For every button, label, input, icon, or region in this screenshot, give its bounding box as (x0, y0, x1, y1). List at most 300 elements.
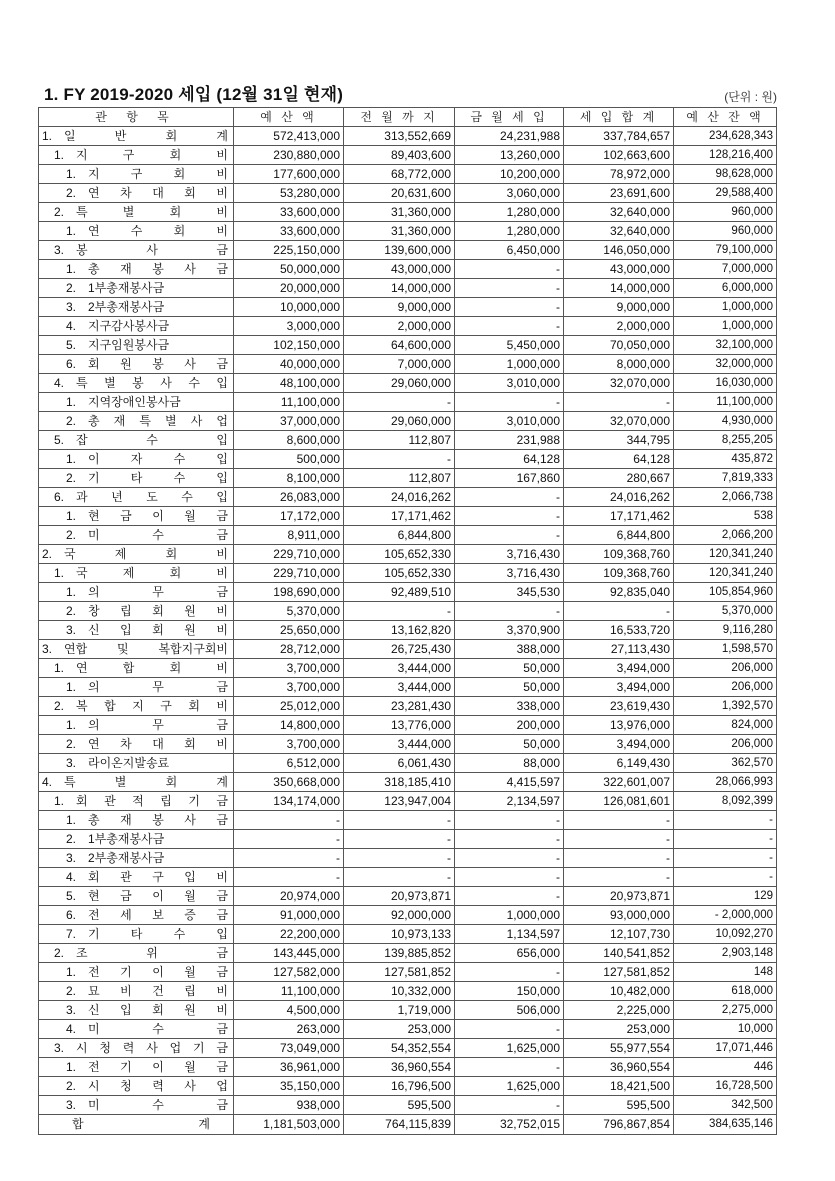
row-name: 지 구 회 비 (76, 147, 228, 162)
row-name: 봉 사 금 (76, 242, 228, 257)
row-label-cell (39, 678, 234, 697)
row-name: 지구감사봉사금 (88, 318, 170, 333)
grand-total-row (39, 1115, 777, 1135)
total-cell: 253,000 (564, 1020, 674, 1039)
row-label-cell (39, 906, 234, 925)
month-cell: 4,415,597 (455, 773, 564, 792)
row-number: 1. (66, 1059, 77, 1074)
remaining-cell: 9,116,280 (674, 621, 777, 640)
month-cell: - (455, 260, 564, 279)
previous-cell: - (344, 450, 455, 469)
budget-cell: 40,000,000 (234, 355, 344, 374)
budget-cell: 17,172,000 (234, 507, 344, 526)
remaining-cell: 342,500 (674, 1096, 777, 1115)
total-cell: 10,482,000 (564, 982, 674, 1001)
row-label-cell (39, 184, 234, 203)
remaining-cell: 79,100,000 (674, 241, 777, 260)
remaining-cell: 11,100,000 (674, 393, 777, 412)
month-cell: 656,000 (455, 944, 564, 963)
row-number: 2. (66, 1078, 77, 1093)
previous-cell: 253,000 (344, 1020, 455, 1039)
budget-cell: - (234, 868, 344, 887)
row-label-cell (39, 393, 234, 412)
table-row (39, 925, 777, 944)
previous-cell: 595,500 (344, 1096, 455, 1115)
previous-cell: 6,061,430 (344, 754, 455, 773)
remaining-cell: 618,000 (674, 982, 777, 1001)
row-label-cell (39, 355, 234, 374)
previous-cell: 105,652,330 (344, 545, 455, 564)
row-name: 이 자 수 입 (88, 451, 228, 466)
row-label-cell (39, 849, 234, 868)
budget-cell: 20,000,000 (234, 279, 344, 298)
total-label-left: 합 (72, 1117, 84, 1131)
previous-cell: 13,776,000 (344, 716, 455, 735)
previous-cell: 31,360,000 (344, 203, 455, 222)
total-cell: 595,500 (564, 1096, 674, 1115)
total-cell: 9,000,000 (564, 298, 674, 317)
row-name: 연 차 대 회 비 (88, 736, 228, 751)
row-name: 국 제 회 비 (64, 546, 228, 561)
total-cell: 16,533,720 (564, 621, 674, 640)
month-cell: 1,625,000 (455, 1039, 564, 1058)
row-label-cell (39, 279, 234, 298)
total-cell: 36,960,554 (564, 1058, 674, 1077)
month-cell: - (455, 507, 564, 526)
budget-cell: 53,280,000 (234, 184, 344, 203)
row-number: 1. (66, 584, 77, 599)
table-header-row (39, 108, 777, 127)
table-row (39, 488, 777, 507)
row-name: 의 무 금 (88, 584, 228, 599)
month-cell: 64,128 (455, 450, 564, 469)
budget-cell: 134,174,000 (234, 792, 344, 811)
table-row (39, 849, 777, 868)
remaining-cell: 362,570 (674, 754, 777, 773)
previous-cell: 64,600,000 (344, 336, 455, 355)
budget-cell: 127,582,000 (234, 963, 344, 982)
remaining-cell: 435,872 (674, 450, 777, 469)
month-cell: 3,716,430 (455, 564, 564, 583)
month-cell: 1,280,000 (455, 203, 564, 222)
budget-cell: 25,650,000 (234, 621, 344, 640)
total-cell: - (564, 393, 674, 412)
total-cell: 14,000,000 (564, 279, 674, 298)
previous-cell: 9,000,000 (344, 298, 455, 317)
row-number: 1. (66, 451, 77, 466)
table-row (39, 165, 777, 184)
table-row (39, 545, 777, 564)
total-cell: 13,976,000 (564, 716, 674, 735)
previous-cell: 68,772,000 (344, 165, 455, 184)
row-label-cell (39, 260, 234, 279)
row-name: 미 수 금 (88, 1021, 228, 1036)
budget-table (38, 107, 777, 1135)
row-name: 연 수 회 비 (88, 223, 228, 238)
remaining-cell: - (674, 849, 777, 868)
budget-cell: 22,200,000 (234, 925, 344, 944)
row-label-cell (39, 336, 234, 355)
total-cell: 78,972,000 (564, 165, 674, 184)
month-cell: 200,000 (455, 716, 564, 735)
table-row (39, 1096, 777, 1115)
row-number: 6. (66, 356, 77, 371)
row-label-cell (39, 203, 234, 222)
total-cell: 3,494,000 (564, 659, 674, 678)
table-row (39, 526, 777, 545)
row-number: 1. (66, 166, 77, 181)
previous-cell: - (344, 602, 455, 621)
previous-cell: 2,000,000 (344, 317, 455, 336)
remaining-cell: 7,000,000 (674, 260, 777, 279)
total-cell: 55,977,554 (564, 1039, 674, 1058)
previous-cell: - (344, 830, 455, 849)
row-number: 6. (54, 489, 65, 504)
budget-cell: 8,100,000 (234, 469, 344, 488)
month-cell: - (455, 963, 564, 982)
budget-cell: 35,150,000 (234, 1077, 344, 1096)
budget-cell: 8,600,000 (234, 431, 344, 450)
month-cell: 13,260,000 (455, 146, 564, 165)
row-label-cell (39, 735, 234, 754)
previous-cell: 14,000,000 (344, 279, 455, 298)
month-cell: - (455, 1096, 564, 1115)
budget-cell: 33,600,000 (234, 203, 344, 222)
month-cell: 6,450,000 (455, 241, 564, 260)
row-name: 미 수 금 (88, 527, 228, 542)
remaining-cell: 1,392,570 (674, 697, 777, 716)
remaining-cell: 10,000 (674, 1020, 777, 1039)
row-label-cell (39, 298, 234, 317)
table-row (39, 355, 777, 374)
month-cell: 1,000,000 (455, 906, 564, 925)
remaining-cell: 98,628,000 (674, 165, 777, 184)
table-row (39, 241, 777, 260)
total-cell: 23,691,600 (564, 184, 674, 203)
month-cell: 388,000 (455, 640, 564, 659)
budget-cell: 3,700,000 (234, 735, 344, 754)
previous-cell: 20,631,600 (344, 184, 455, 203)
table-row (39, 184, 777, 203)
row-label-cell (39, 1020, 234, 1039)
month-cell: - (455, 849, 564, 868)
row-label-cell (39, 222, 234, 241)
row-number: 6. (66, 907, 77, 922)
total-cell: 27,113,430 (564, 640, 674, 659)
remaining-cell: 16,030,000 (674, 374, 777, 393)
row-label-cell (39, 545, 234, 564)
table-row (39, 716, 777, 735)
remaining-cell: 206,000 (674, 735, 777, 754)
previous-cell: 23,281,430 (344, 697, 455, 716)
row-name: 회 관 구 입 비 (88, 869, 228, 884)
row-label-cell (39, 792, 234, 811)
row-name: 회 원 봉 사 금 (88, 356, 228, 371)
total-cell: 3,494,000 (564, 678, 674, 697)
budget-cell: 143,445,000 (234, 944, 344, 963)
month-cell: 338,000 (455, 697, 564, 716)
budget-cell: - (234, 811, 344, 830)
col-header-budget: 예 산 액 (234, 108, 344, 127)
row-label-cell (39, 374, 234, 393)
row-label-cell (39, 963, 234, 982)
table-row (39, 735, 777, 754)
table-row (39, 982, 777, 1001)
month-cell: 3,010,000 (455, 412, 564, 431)
row-name: 창 립 회 원 비 (88, 603, 228, 618)
row-label-cell (39, 621, 234, 640)
row-name: 조 위 금 (76, 945, 228, 960)
previous-cell: 139,600,000 (344, 241, 455, 260)
table-row (39, 583, 777, 602)
budget-cell: 36,961,000 (234, 1058, 344, 1077)
remaining-cell: 1,000,000 (674, 317, 777, 336)
budget-cell: 11,100,000 (234, 393, 344, 412)
remaining-cell: 2,903,148 (674, 944, 777, 963)
previous-cell: 318,185,410 (344, 773, 455, 792)
total-cell: 102,663,600 (564, 146, 674, 165)
row-number: 4. (54, 375, 65, 390)
month-cell: 5,450,000 (455, 336, 564, 355)
row-name: 일 반 회 계 (64, 128, 228, 143)
row-number: 1. (66, 717, 77, 732)
table-row (39, 564, 777, 583)
month-cell: - (455, 887, 564, 906)
table-row (39, 1039, 777, 1058)
table-row (39, 887, 777, 906)
remaining-cell: - (674, 811, 777, 830)
row-name: 연합 및 복합지구회비 (64, 641, 228, 656)
row-label-cell (39, 431, 234, 450)
budget-cell: 4,500,000 (234, 1001, 344, 1020)
table-row (39, 754, 777, 773)
table-row (39, 697, 777, 716)
total-month: 32,752,015 (455, 1115, 564, 1135)
remaining-cell: 8,255,205 (674, 431, 777, 450)
row-number: 1. (66, 223, 77, 238)
table-row (39, 260, 777, 279)
table-row (39, 1001, 777, 1020)
row-name: 지역장애인봉사금 (88, 394, 181, 409)
remaining-cell: - 2,000,000 (674, 906, 777, 925)
row-number: 4. (66, 1021, 77, 1036)
remaining-cell: 206,000 (674, 659, 777, 678)
row-number: 2. (66, 736, 77, 751)
row-name: 특 별 회 계 (64, 774, 228, 789)
month-cell: 2,134,597 (455, 792, 564, 811)
month-cell: 3,716,430 (455, 545, 564, 564)
remaining-cell: 105,854,960 (674, 583, 777, 602)
row-number: 2. (54, 204, 65, 219)
remaining-cell: 16,728,500 (674, 1077, 777, 1096)
row-name: 1부총재봉사금 (88, 831, 165, 846)
total-cell: 3,494,000 (564, 735, 674, 754)
remaining-cell: 7,819,333 (674, 469, 777, 488)
row-number: 1. (54, 147, 65, 162)
row-name: 시 청 력 사 업 기 금 (76, 1040, 228, 1055)
budget-cell: 50,000,000 (234, 260, 344, 279)
month-cell: 88,000 (455, 754, 564, 773)
row-label-cell (39, 469, 234, 488)
budget-cell: 229,710,000 (234, 545, 344, 564)
row-label-cell (39, 146, 234, 165)
previous-cell: 20,973,871 (344, 887, 455, 906)
row-name: 지 구 회 비 (88, 166, 228, 181)
total-cell: 24,016,262 (564, 488, 674, 507)
budget-cell: 20,974,000 (234, 887, 344, 906)
total-sum: 796,867,854 (564, 1115, 674, 1135)
table-row (39, 659, 777, 678)
remaining-cell: 234,628,343 (674, 127, 777, 146)
row-name: 복 합 지 구 회 비 (76, 698, 228, 713)
remaining-cell: 148 (674, 963, 777, 982)
previous-cell: 6,844,800 (344, 526, 455, 545)
table-row (39, 450, 777, 469)
row-label-cell (39, 1096, 234, 1115)
row-label-cell (39, 526, 234, 545)
col-header-total: 세 입 합 계 (564, 108, 674, 127)
previous-cell: 127,581,852 (344, 963, 455, 982)
previous-cell: 16,796,500 (344, 1077, 455, 1096)
row-label-cell (39, 583, 234, 602)
month-cell: - (455, 811, 564, 830)
total-cell: 23,619,430 (564, 697, 674, 716)
total-cell: 109,368,760 (564, 545, 674, 564)
total-cell: 146,050,000 (564, 241, 674, 260)
row-label-cell (39, 241, 234, 260)
budget-cell: 198,690,000 (234, 583, 344, 602)
total-cell: 32,070,000 (564, 412, 674, 431)
row-label-cell (39, 659, 234, 678)
total-cell: 337,784,657 (564, 127, 674, 146)
row-number: 1. (66, 261, 77, 276)
row-label-cell (39, 412, 234, 431)
row-label-cell (39, 716, 234, 735)
table-row (39, 963, 777, 982)
row-label-cell (39, 697, 234, 716)
total-budget: 1,181,503,000 (234, 1115, 344, 1135)
table-row (39, 127, 777, 146)
remaining-cell: 1,000,000 (674, 298, 777, 317)
budget-cell: 229,710,000 (234, 564, 344, 583)
previous-cell: 36,960,554 (344, 1058, 455, 1077)
row-label-cell (39, 165, 234, 184)
previous-cell: 105,652,330 (344, 564, 455, 583)
table-row (39, 412, 777, 431)
row-number: 1. (54, 793, 65, 808)
remaining-cell: 129 (674, 887, 777, 906)
total-previous: 764,115,839 (344, 1115, 455, 1135)
previous-cell: 7,000,000 (344, 355, 455, 374)
previous-cell: 313,552,669 (344, 127, 455, 146)
total-remaining: 384,635,146 (674, 1115, 777, 1135)
row-label-cell (39, 1077, 234, 1096)
remaining-cell: 960,000 (674, 203, 777, 222)
row-number: 2. (66, 470, 77, 485)
month-cell: 1,280,000 (455, 222, 564, 241)
budget-cell: - (234, 830, 344, 849)
budget-cell: 102,150,000 (234, 336, 344, 355)
row-label-cell (39, 868, 234, 887)
row-number: 5. (66, 888, 77, 903)
remaining-cell: 29,588,400 (674, 184, 777, 203)
total-cell: - (564, 811, 674, 830)
row-number: 1. (66, 812, 77, 827)
total-cell: 140,541,852 (564, 944, 674, 963)
budget-cell: 572,413,000 (234, 127, 344, 146)
row-number: 4. (66, 869, 77, 884)
budget-cell: 91,000,000 (234, 906, 344, 925)
budget-cell: 6,512,000 (234, 754, 344, 773)
row-number: 2. (66, 983, 77, 998)
row-label-cell (39, 811, 234, 830)
table-row (39, 146, 777, 165)
row-name: 의 무 금 (88, 717, 228, 732)
budget-cell: 3,000,000 (234, 317, 344, 336)
remaining-cell: 8,092,399 (674, 792, 777, 811)
previous-cell: 10,332,000 (344, 982, 455, 1001)
table-row (39, 621, 777, 640)
month-cell: 1,625,000 (455, 1077, 564, 1096)
row-label-cell (39, 982, 234, 1001)
row-label-cell (39, 773, 234, 792)
month-cell: 1,000,000 (455, 355, 564, 374)
row-name: 회 관 적 립 기 금 (76, 793, 228, 808)
remaining-cell: 5,370,000 (674, 602, 777, 621)
row-number: 2. (66, 280, 77, 295)
unit-label: (단위 : 원) (724, 90, 777, 104)
row-label-cell (39, 1058, 234, 1077)
row-number: 3. (66, 755, 77, 770)
previous-cell: - (344, 811, 455, 830)
row-number: 1. (66, 964, 77, 979)
total-cell: 2,000,000 (564, 317, 674, 336)
row-name: 연 합 회 비 (76, 660, 228, 675)
total-cell: 6,844,800 (564, 526, 674, 545)
table-row (39, 640, 777, 659)
month-cell: - (455, 830, 564, 849)
budget-cell: 230,880,000 (234, 146, 344, 165)
budget-cell: 3,700,000 (234, 678, 344, 697)
total-cell: 6,149,430 (564, 754, 674, 773)
row-number: 4. (42, 774, 53, 789)
table-row (39, 602, 777, 621)
budget-cell: 11,100,000 (234, 982, 344, 1001)
row-number: 5. (54, 432, 65, 447)
table-row (39, 279, 777, 298)
row-name: 현 금 이 월 금 (88, 508, 228, 523)
row-name: 미 수 금 (88, 1097, 228, 1112)
month-cell: 24,231,988 (455, 127, 564, 146)
row-name: 2부총재봉사금 (88, 299, 165, 314)
table-row (39, 393, 777, 412)
table-row (39, 298, 777, 317)
row-number: 1. (66, 394, 77, 409)
row-name: 전 세 보 증 금 (88, 907, 228, 922)
row-name: 시 청 력 사 업 (88, 1078, 228, 1093)
month-cell: 506,000 (455, 1001, 564, 1020)
row-label-cell (39, 317, 234, 336)
previous-cell: 139,885,852 (344, 944, 455, 963)
remaining-cell: 2,275,000 (674, 1001, 777, 1020)
row-label-cell (39, 450, 234, 469)
col-header-previous: 전 월 까 지 (344, 108, 455, 127)
remaining-cell: - (674, 830, 777, 849)
total-cell: 17,171,462 (564, 507, 674, 526)
month-cell: - (455, 279, 564, 298)
row-number: 3. (66, 1097, 77, 1112)
row-name: 기 타 수 입 (88, 470, 228, 485)
